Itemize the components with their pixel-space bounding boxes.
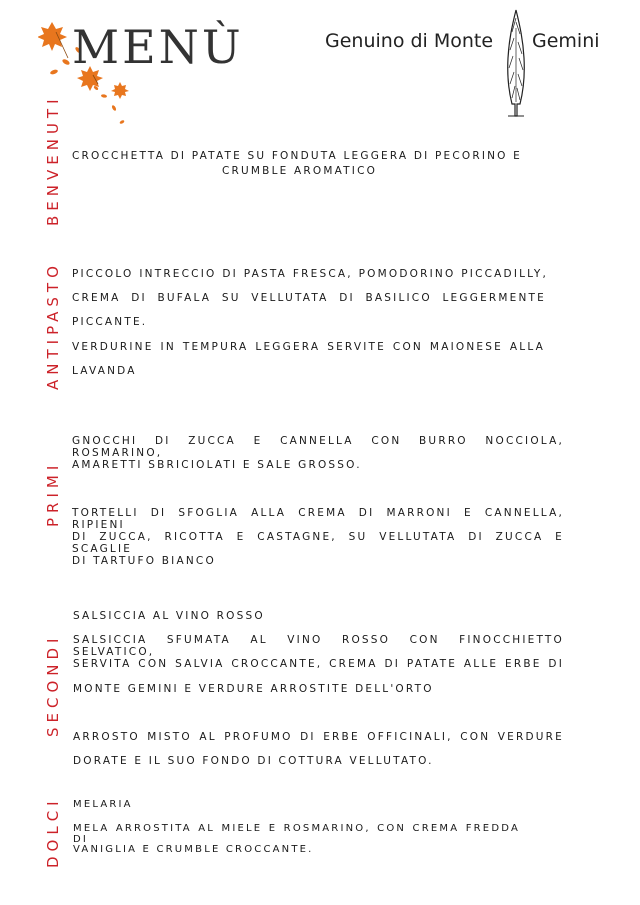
primi-line-5: DI TARTUFO BIANCO [72, 555, 216, 567]
antipasto-line-2: CREMA DI BUFALA SU VELLUTATA DI BASILICO LEGGERMENTE [72, 292, 546, 304]
secondi-line-5: ARROSTO MISTO AL PROFUMO DI ERBE OFFICINALI, CON VERDURE [73, 731, 564, 743]
primi-line-3: TORTELLI DI SFOGLIA ALLA CREMA DI MARRONI E CANNELLA, RIPIENI [72, 507, 564, 531]
primi-line-4: DI ZUCCA, RICOTTA E CASTAGNE, SU VELLUTATA DI ZUCCA E SCAGLIE [72, 531, 564, 555]
section-label-secondi: SECONDI [44, 633, 62, 737]
restaurant-name-part2: Gemini [532, 30, 600, 52]
menu-title: MENÙ [72, 20, 244, 74]
secondi-line-1: SALSICCIA AL VINO ROSSO [73, 610, 265, 622]
primi-line-1: GNOCCHI DI ZUCCA E CANNELLA CON BURRO NOCCIOLA, ROSMARINO, [72, 435, 564, 459]
restaurant-name-part1: Genuino di Monte [325, 30, 494, 52]
antipasto-line-4: VERDURINE IN TEMPURA LEGGERA SERVITE CON MAIONESE ALLA [72, 341, 545, 353]
secondi-line-4: MONTE GEMINI E VERDURE ARROSTITE DELL'ORTO [73, 683, 434, 695]
section-label-dolci: DOLCI [44, 796, 62, 868]
dolci-line-1: MELARIA [73, 799, 133, 810]
dolci-line-2: MELA ARROSTITA AL MIELE E ROSMARINO, CON CREMA FREDDA DI [73, 823, 520, 845]
antipasto-line-5: LAVANDA [72, 365, 137, 377]
benvenuti-line-2: CRUMBLE AROMATICO [222, 165, 378, 177]
section-label-primi: PRIMI [44, 460, 62, 527]
antipasto-line-3: PICCANTE. [72, 316, 148, 328]
secondi-line-6: DORATE E IL SUO FONDO DI COTTURA VELLUTATO. [73, 755, 434, 767]
antipasto-line-1: PICCOLO INTRECCIO DI PASTA FRESCA, POMODORINO PICCADILLY, [72, 268, 548, 280]
cypress-tree-icon [502, 8, 530, 118]
section-label-antipasto: ANTIPASTO [44, 261, 62, 390]
primi-line-2: AMARETTI SBRICIOLATI E SALE GROSSO. [72, 459, 362, 471]
secondi-line-2: SALSICCIA SFUMATA AL VINO ROSSO CON FINOCCHIETTO SELVATICO, [73, 634, 564, 658]
benvenuti-line-1: CROCCHETTA DI PATATE SU FONDUTA LEGGERA DI PECORINO E [72, 150, 523, 162]
secondi-line-3: SERVITA CON SALVIA CROCCANTE, CREMA DI PATATE ALLE ERBE DI [73, 658, 564, 670]
dolci-line-3: VANIGLIA E CRUMBLE CROCCANTE. [73, 844, 314, 855]
section-label-benvenuti: BENVENUTI [44, 94, 62, 226]
